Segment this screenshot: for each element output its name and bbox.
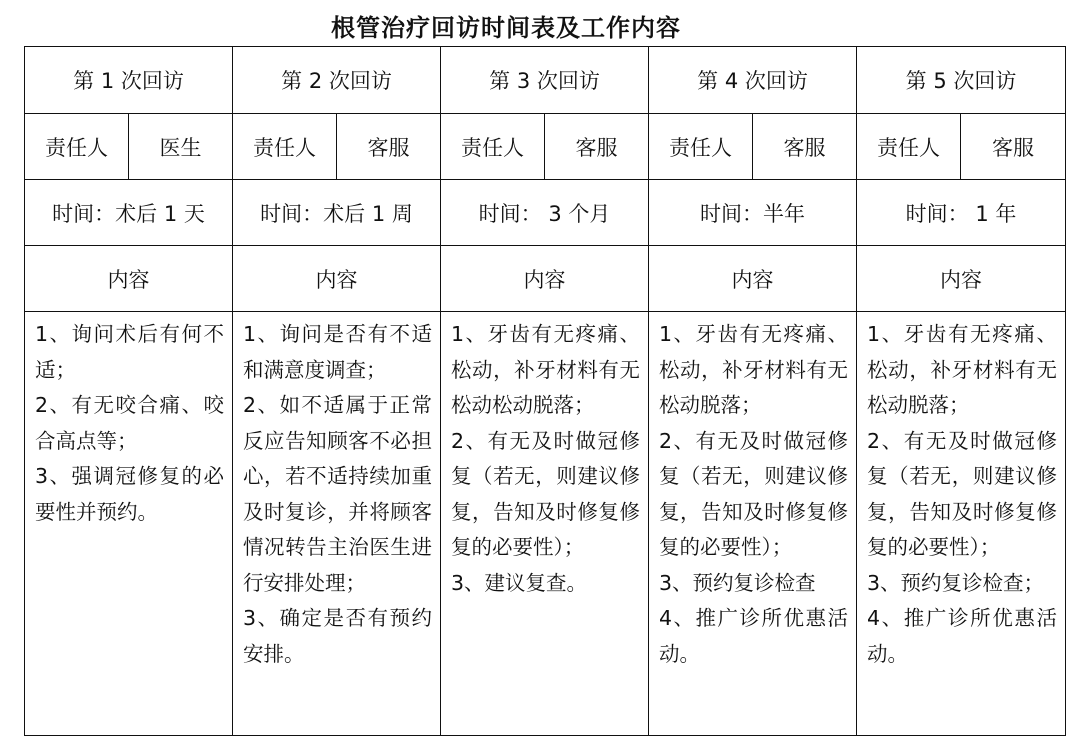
responsible-label: 责任人 — [649, 114, 753, 180]
content-item: 3、强调冠修复的必要性并预约。 — [35, 464, 224, 524]
content-item: 1、牙齿有无疼痛、松动，补牙材料有无松动脱落； — [867, 322, 1057, 417]
follow-up-schedule-table — [24, 46, 1066, 736]
time-row — [25, 180, 1066, 246]
visit-content-list — [649, 312, 856, 672]
visit-time: 时间：术后 1 天 — [25, 180, 233, 246]
content-item: 3、预约复诊检查 — [659, 570, 816, 595]
responsible-value: 客服 — [545, 114, 649, 180]
content-label: 内容 — [857, 246, 1066, 312]
page-title: 根管治疗回访时间表及工作内容 — [331, 14, 681, 42]
visit-header: 第 4 次回访 — [649, 47, 857, 114]
content-item: 1、牙齿有无疼痛、松动，补牙材料有无松动脱落； — [659, 322, 848, 417]
visit-time: 时间： 1 年 — [857, 180, 1066, 246]
visit-content-list — [233, 312, 440, 672]
responsible-value: 客服 — [753, 114, 857, 180]
responsible-row — [25, 114, 1066, 180]
content-item: 2、有无咬合痛、咬合高点等； — [35, 393, 224, 453]
content-label: 内容 — [649, 246, 857, 312]
content-item: 2、有无及时做冠修复（若无，则建议修复，告知及时修复修复的必要性）； — [451, 428, 640, 559]
visit-content-list — [25, 312, 232, 530]
visit-content-cell — [857, 312, 1066, 736]
responsible-value: 客服 — [961, 114, 1066, 180]
visit-content-list — [857, 312, 1065, 672]
content-label-row — [25, 246, 1066, 312]
content-item: 4、推广诊所优惠活动。 — [659, 606, 848, 666]
visit-content-cell — [233, 312, 441, 736]
content-row — [25, 312, 1066, 736]
visit-header: 第 1 次回访 — [25, 47, 233, 114]
responsible-value: 客服 — [337, 114, 441, 180]
responsible-label: 责任人 — [441, 114, 545, 180]
content-label: 内容 — [233, 246, 441, 312]
visit-content-cell — [441, 312, 649, 736]
visit-time: 时间：半年 — [649, 180, 857, 246]
visit-time: 时间：术后 1 周 — [233, 180, 441, 246]
responsible-label: 责任人 — [857, 114, 961, 180]
visit-content-list — [441, 312, 648, 601]
content-item: 2、有无及时做冠修复（若无，则建议修复，告知及时修复修复的必要性）； — [659, 428, 848, 559]
content-item: 1、牙齿有无疼痛、松动，补牙材料有无松动松动脱落； — [451, 322, 640, 417]
content-item: 3、确定是否有预约安排。 — [243, 606, 432, 666]
content-item: 2、有无及时做冠修复（若无，则建议修复，告知及时修复修复的必要性）； — [867, 428, 1057, 559]
responsible-label: 责任人 — [25, 114, 129, 180]
content-label: 内容 — [441, 246, 649, 312]
responsible-label: 责任人 — [233, 114, 337, 180]
visit-time: 时间： 3 个月 — [441, 180, 649, 246]
visit-header: 第 5 次回访 — [857, 47, 1066, 114]
content-item: 1、询问是否有不适和满意度调查； — [243, 322, 432, 382]
visit-header: 第 2 次回访 — [233, 47, 441, 114]
content-item: 4、推广诊所优惠活动。 — [867, 606, 1057, 666]
visit-header-row — [25, 47, 1066, 114]
visit-content-cell — [649, 312, 857, 736]
content-item: 2、如不适属于正常反应告知顾客不必担心，若不适持续加重及时复诊，并将顾客情况转告主治医生进行安排处理； — [243, 393, 432, 595]
responsible-value: 医生 — [129, 114, 233, 180]
content-item: 3、建议复查。 — [451, 570, 588, 595]
visit-content-cell — [25, 312, 233, 736]
content-label: 内容 — [25, 246, 233, 312]
content-item: 3、预约复诊检查； — [867, 570, 1045, 595]
visit-header: 第 3 次回访 — [441, 47, 649, 114]
content-item: 1、询问术后有何不适； — [35, 322, 224, 382]
